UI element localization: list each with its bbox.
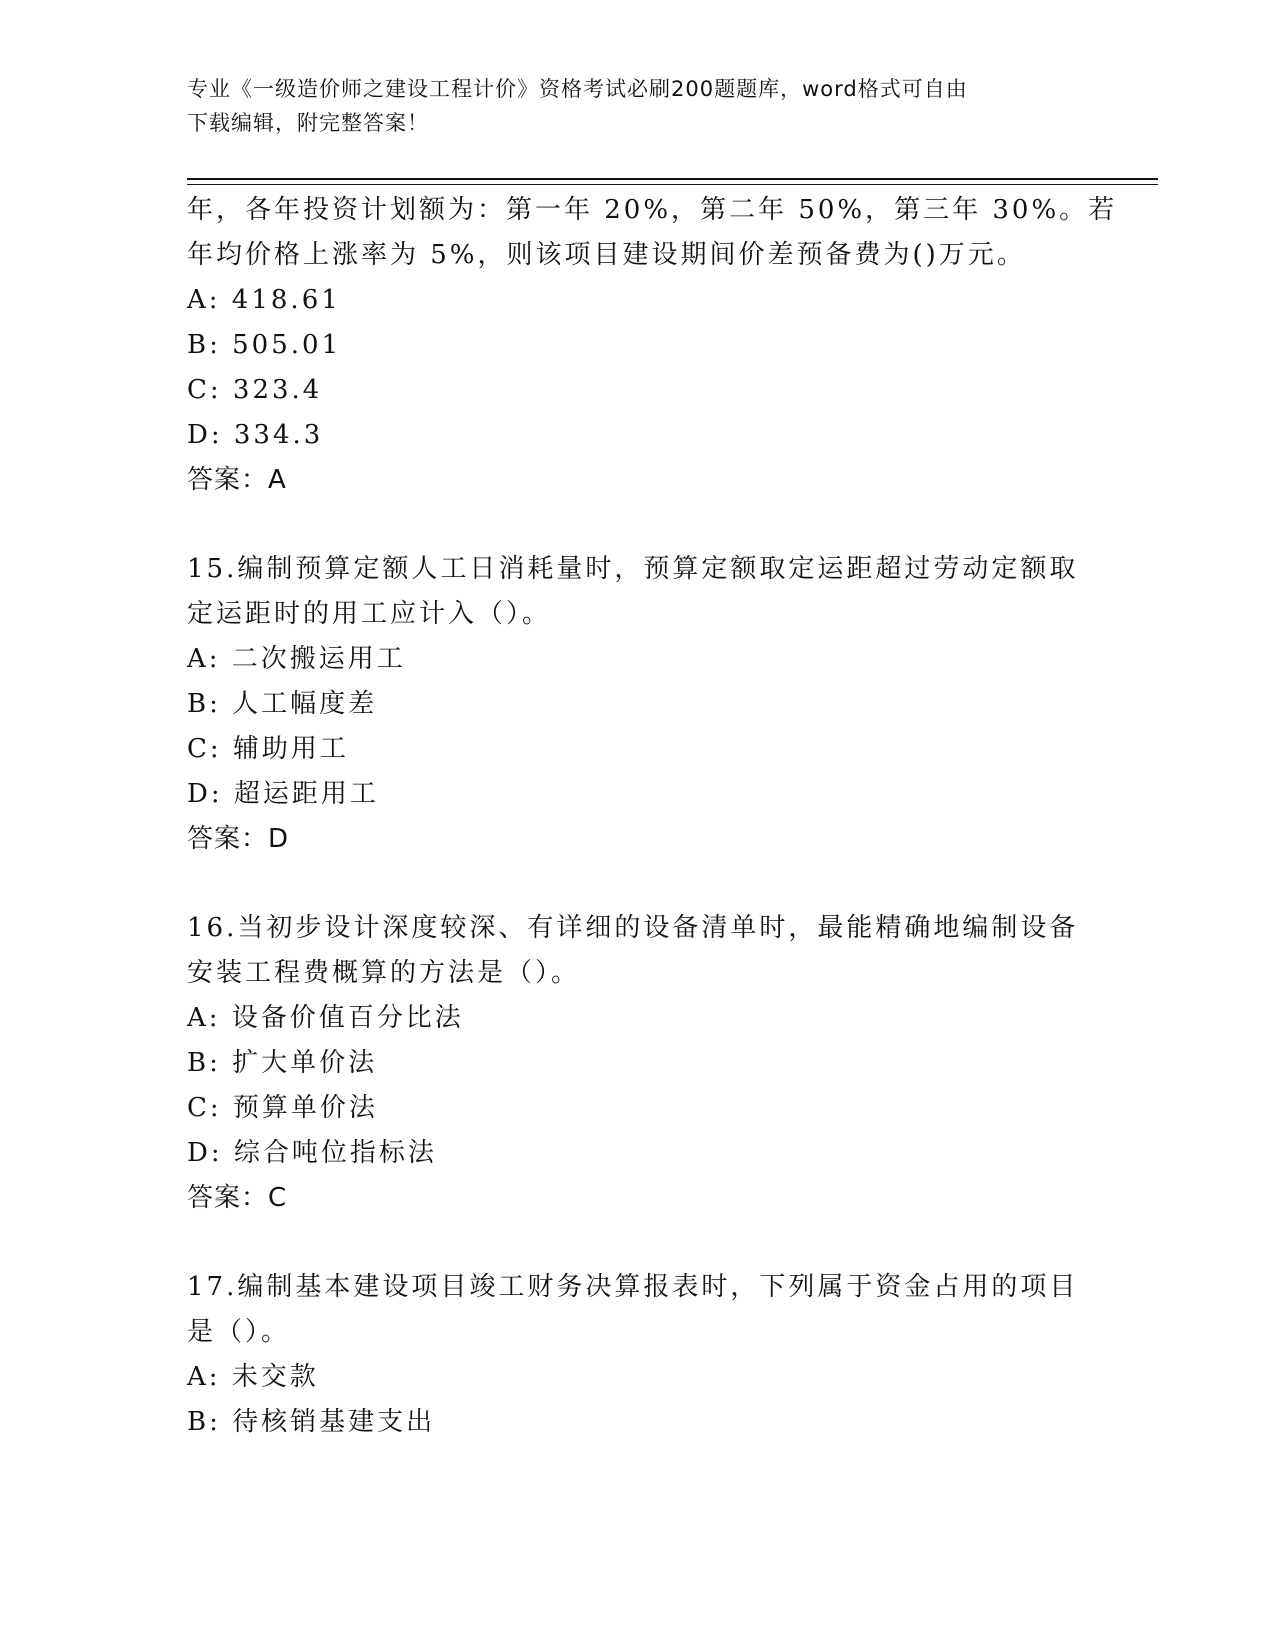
option-c: C: 辅助用工 [187, 734, 349, 764]
option-c: C: 323.4 [187, 375, 323, 405]
question-block [187, 1265, 1117, 1445]
option-b: B: 扩大单价法 [187, 1048, 378, 1078]
header-line-2: 下载编辑，附完整答案！ [187, 111, 429, 135]
question-text: 安装工程费概算的方法是（）。 [187, 958, 581, 988]
question-text: 定运距时的用工应计入（）。 [187, 599, 552, 629]
header-divider-thick [187, 178, 1158, 180]
question-text: 是（）。 [187, 1317, 291, 1347]
answer: 答案：C [187, 1183, 288, 1213]
option-c: C: 预算单价法 [187, 1093, 378, 1123]
option-d: D: 超运距用工 [187, 779, 379, 809]
document-header [187, 72, 1067, 140]
option-a: A: 设备价值百分比法 [187, 1003, 464, 1033]
option-b: B: 待核销基建支出 [187, 1407, 436, 1437]
option-a: A: 418.61 [187, 285, 341, 315]
question-text: 17.编制基本建设项目竣工财务决算报表时，下列属于资金占用的项目 [187, 1272, 1079, 1302]
header-line-1: 专业《一级造价师之建设工程计价》资格考试必刷200题题库，word格式可自由 [187, 77, 968, 101]
spacer [187, 1221, 1117, 1265]
question-list [187, 188, 1117, 1445]
answer: 答案：D [187, 824, 290, 854]
spacer [187, 503, 1117, 547]
spacer [187, 862, 1117, 906]
answer: 答案：A [187, 465, 287, 495]
question-text: 年均价格上涨率为 5%，则该项目建设期间价差预备费为()万元。 [187, 240, 1026, 270]
option-b: B: 人工幅度差 [187, 689, 378, 719]
question-block [187, 547, 1117, 862]
option-a: A: 未交款 [187, 1362, 319, 1392]
option-a: A: 二次搬运用工 [187, 644, 406, 674]
option-b: B: 505.01 [187, 330, 342, 360]
question-block [187, 188, 1117, 503]
option-d: D: 334.3 [187, 420, 324, 450]
question-text: 年，各年投资计划额为：第一年 20%，第二年 50%，第三年 30%。若 [187, 195, 1118, 225]
question-block [187, 906, 1117, 1221]
header-divider-thin [187, 184, 1158, 185]
question-text: 16.当初步设计深度较深、有详细的设备清单时，最能精确地编制设备 [187, 913, 1079, 943]
option-d: D: 综合吨位指标法 [187, 1138, 437, 1168]
question-text: 15.编制预算定额人工日消耗量时，预算定额取定运距超过劳动定额取 [187, 554, 1079, 584]
